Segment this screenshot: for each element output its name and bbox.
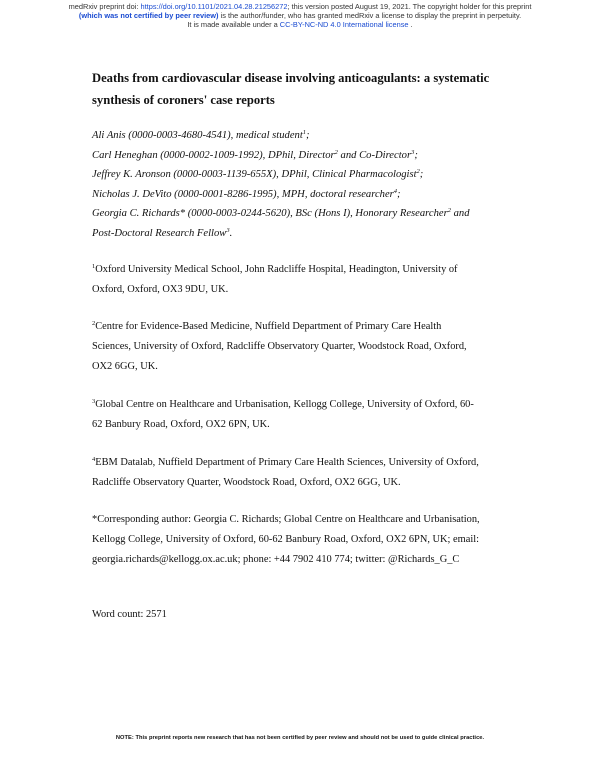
preprint-footer-note: NOTE: This preprint reports new research that has not been certified by peer review and should not be used to guide clinical practice.	[115, 735, 485, 741]
affiliation-4	[92, 453, 532, 493]
word-count: Word count: 2571	[92, 609, 167, 620]
author-punct: ;	[414, 149, 418, 161]
affiliation-1	[92, 260, 532, 300]
affiliation-marker: 2	[447, 207, 451, 214]
author-list	[92, 126, 532, 243]
affiliation-line	[92, 453, 532, 473]
affiliation-text: EBM Datalab, Nuffield Department of Primary Care Health Sciences, University of Oxford,	[95, 457, 479, 468]
author-text: Carl Heneghan (0000-0002-1009-1992), DPhil, Director	[92, 149, 335, 161]
author-punct: ;	[306, 130, 310, 141]
author-text: Ali Anis (0000-0003-4680-4541), medical student	[92, 130, 303, 141]
corresponding-line-2: Kellogg College, University of Oxford, 60-62 Banbury Road, Oxford, OX2 6PN, UK; email:	[92, 534, 479, 545]
affiliation-marker: 3	[226, 226, 230, 234]
affiliation-number: 4	[92, 456, 96, 463]
banner-posted-text: ; this version posted August 19, 2021. The copyright holder for this preprint	[287, 2, 532, 11]
affiliation-line: Oxford, Oxford, OX3 9DU, UK.	[92, 284, 229, 295]
affiliation-marker: 4	[393, 187, 398, 195]
affiliation-line: Sciences, University of Oxford, Radcliffe Observatory Quarter, Woodstock Road, Oxford,	[92, 341, 467, 352]
author-anis	[92, 126, 532, 146]
author-role: and Co-Director	[337, 149, 412, 161]
banner-period: .	[408, 20, 413, 29]
affiliation-line	[92, 260, 532, 280]
author-heneghan	[92, 146, 532, 166]
preprint-banner	[0, 2, 600, 29]
author-richards	[92, 204, 532, 224]
banner-line-3	[0, 20, 600, 29]
banner-license-text: is the author/funder, who has granted medRxiv a license to display the preprint in perpetuity.	[218, 11, 522, 20]
affiliation-number: 2	[92, 320, 96, 327]
author-text: Georgia C. Richards* (0000-0003-0244-5620), BSc (Hons I), Honorary Researcher	[92, 208, 448, 219]
affiliation-text: Centre for Evidence-Based Medicine, Nuffield Department of Primary Care Health	[95, 321, 442, 332]
affiliation-line	[92, 395, 532, 415]
author-punct: .	[229, 227, 233, 239]
banner-availability-text: It is made available under a	[187, 20, 280, 29]
author-devito	[92, 185, 532, 205]
author-text: Jeffrey K. Aronson (0000-0003-1139-655X), DPhil, Clinical Pharmacologist	[92, 169, 417, 180]
doi-link[interactable]: https://doi.org/10.1101/2021.04.28.21256272	[140, 2, 288, 11]
affiliation-marker: 3	[411, 148, 415, 156]
corresponding-author	[92, 510, 532, 570]
affiliation-line	[92, 317, 532, 337]
affiliation-number: 1	[92, 263, 96, 270]
affiliation-marker: 2	[334, 148, 338, 156]
paper-title	[92, 67, 532, 111]
corresponding-line-1: *Corresponding author: Georgia C. Richards; Global Centre on Healthcare and Urbanisation,	[92, 514, 480, 525]
author-punct: ;	[397, 188, 401, 200]
affiliation-text: Global Centre on Healthcare and Urbanisation, Kellogg College, University of Oxford, 60-	[95, 399, 474, 410]
title-line-2: synthesis of coroners' case reports	[92, 93, 275, 107]
title-line-1: Deaths from cardiovascular disease involving anticoagulants: a systematic	[92, 71, 490, 85]
author-punct: and	[450, 208, 470, 219]
affiliation-2	[92, 317, 532, 377]
affiliation-text: Oxford University Medical School, John Radcliffe Hospital, Headington, University of	[95, 264, 458, 275]
banner-line-1	[0, 2, 600, 11]
author-text: Nicholas J. DeVito (0000-0001-8286-1995), MPH, doctoral researcher	[92, 188, 394, 200]
banner-peer-review-note: (which was not certified by peer review)	[78, 11, 219, 20]
author-richards-cont	[92, 224, 532, 244]
author-punct: ;	[419, 169, 424, 180]
author-aronson	[92, 165, 532, 185]
affiliation-line: 62 Banbury Road, Oxford, OX2 6PN, UK.	[92, 419, 270, 430]
affiliation-line: OX2 6GG, UK.	[92, 361, 158, 372]
affiliation-number: 3	[92, 398, 96, 405]
affiliation-3	[92, 395, 532, 435]
affiliation-marker: 1	[302, 129, 307, 136]
license-link[interactable]: CC-BY-NC-ND 4.0 International license	[279, 20, 409, 29]
corresponding-line-3: georgia.richards@kellogg.ox.ac.uk; phone: +44 7902 410 774; twitter: @Richards_G_C	[92, 554, 460, 565]
affiliation-line: Radcliffe Observatory Quarter, Woodstock Road, Oxford, OX2 6GG, UK.	[92, 477, 401, 488]
author-text: Post-Doctoral Research Fellow	[92, 227, 227, 239]
affiliation-marker: 2	[416, 168, 420, 175]
banner-line-2	[0, 11, 600, 20]
banner-doi-prefix: medRxiv preprint doi:	[68, 2, 141, 11]
